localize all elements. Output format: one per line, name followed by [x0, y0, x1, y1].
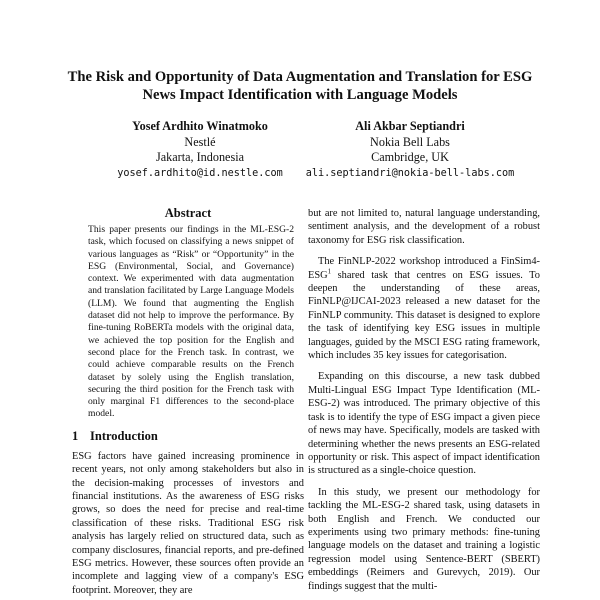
right-paragraph-4: In this study, we present our methodology for tackling the ML-ESG-2 shared task, using datasets in both English and French. We conducted our experiments using two primary methods: fine-tuning language models on the dataset and training a logistic regression model using Sentence-BERT (SBERT) embeddings (Reimers and Gurevych, 2019). Our findings suggest that the multi- [308, 486, 540, 592]
author-affiliation: Nestlé [184, 134, 216, 149]
author-name: Ali Akbar Septiandri [355, 119, 465, 133]
section-heading-introduction [72, 429, 304, 444]
abstract-text: This paper presents our findings in the ML-ESG-2 task, which focused on classifying a news snippet of various languages as “Risk” or “Opportunity” in the ESG (Environmental, Social, and Governance) context. We experimented with data augmentation and translation facilitated by Large Language Models (LLM). We found that augmenting the English dataset did not help to improve the performance. By fine-tuning RoBERTa models with the original data, we achieved the top position for the English and second place for the French task. In contrast, we could achieve comparable results on the French dataset by solely using the English translation, securing the third position for the French task with only marginal F1 differences to the second-place model. [88, 224, 294, 420]
p2-text-end: shared task that centres on ESG issues. To deepen the understanding of these areas, FinNLP@IJCAI-2023 released a new dataset for the FinNLP community. This dataset is designed to explore the task of identifying key ESG issues in multiple languages, guided by the MSCI ESG rating framework, which includes 35 key issues for categorisation. [308, 269, 540, 362]
right-paragraph-2 [308, 255, 540, 362]
section-title: Introduction [90, 428, 158, 443]
left-column [72, 205, 304, 597]
author-email: ali.septiandri@nokia-bell-labs.com [305, 167, 515, 179]
author-location: Jakarta, Indonesia [156, 150, 244, 164]
title-line-1: The Risk and Opportunity of Data Augmentation and Translation for ESG [67, 69, 533, 85]
right-column [308, 207, 540, 600]
paper-title [40, 68, 560, 104]
intro-paragraph-1: ESG factors have gained increasing prominence in recent years, not only among stakeholders but also in the decision-making processes of investors and financial institutions. As the awareness of ESG risks grows, so does the need for precise and real-time classification of these risks. Traditional ESG risk analysis has largely relied on structured data, such as company disclosures, financial reports, and pre-defined ESG metrics. However, these sources often provide an incomplete and lagging view of a company's ESG footprint. Moreover, they are [72, 450, 304, 596]
p2-text-start: The FinNLP-2022 workshop introduced a FinSim4-ESG [308, 256, 540, 281]
author-block-2 [290, 119, 530, 181]
author-name: Yosef Ardhito Winatmoko [132, 119, 268, 133]
right-paragraph-1: but are not limited to, natural language understanding, sentiment analysis, and the development of a robust taxonomy for ESG risk classification. [308, 208, 540, 246]
author-location: Cambridge, UK [371, 150, 449, 164]
author-block-1 [100, 119, 300, 181]
author-affiliation: Nokia Bell Labs [370, 134, 450, 149]
title-line-2: News Impact Identification with Language Models [142, 87, 458, 103]
section-number: 1 [72, 428, 79, 443]
author-email: yosef.ardhito@id.nestle.com [117, 167, 283, 179]
abstract-heading: Abstract [164, 206, 212, 220]
footnote-marker[interactable]: 1 [327, 267, 332, 276]
right-paragraph-3: Expanding on this discourse, a new task dubbed Multi-Lingual ESG Impact Type Identification (ML-ESG-2) was introduced. The primary objective of this task is to identify the type of ESG impact a given piece of news may have. Specifically, models are tasked with determining whether the news presents an ESG-related opportunity or risk. This aspect of impact identification is structured as a single-choice question. [308, 371, 540, 477]
